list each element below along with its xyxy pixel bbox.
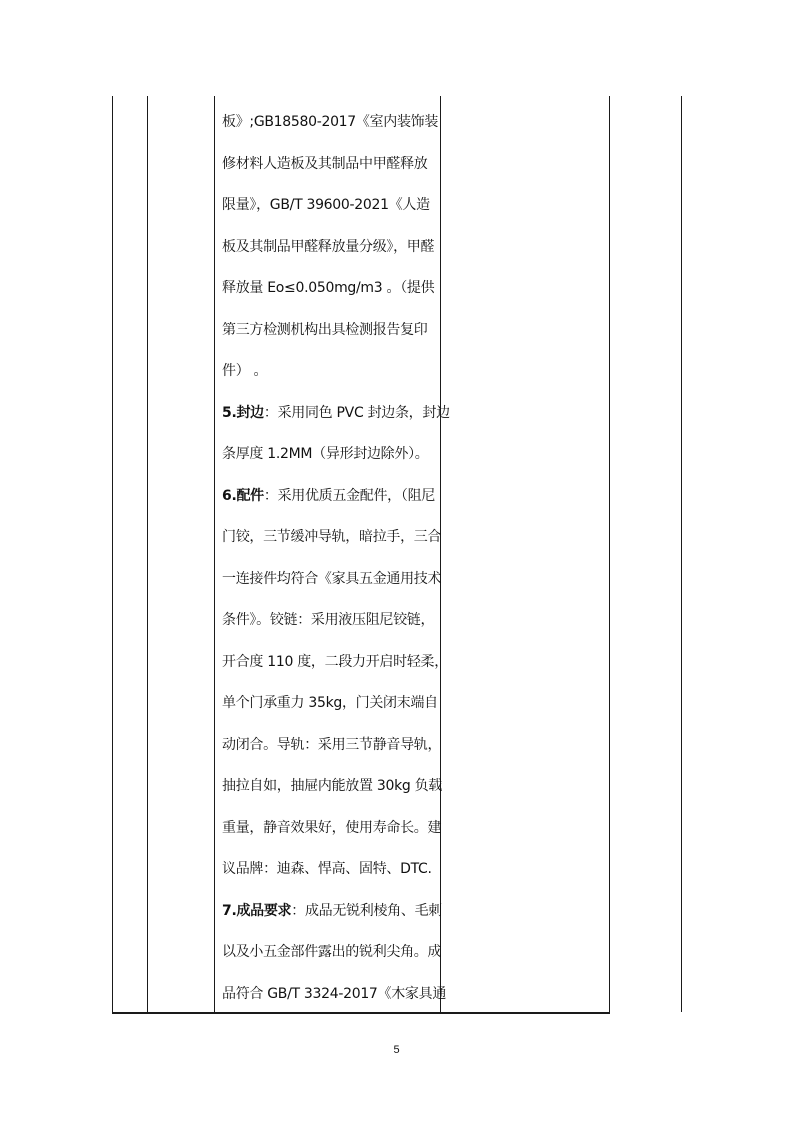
cell-line (222, 642, 448, 684)
cell-line (222, 351, 436, 393)
cell-line-text: 件） 。 (222, 363, 268, 379)
cell-line-text: 重量，静音效果好，使用寿命长。建 (222, 819, 442, 836)
cell-line-text: 板及其制品甲醛释放量分级》，甲醛 (222, 238, 435, 255)
cell-line-text: 条厚度 1.2MM（异形封边除外）。 (222, 446, 429, 462)
cell-line (222, 102, 439, 144)
cell-line-text: 修材料人造板及其制品中甲醛释放 (222, 155, 428, 172)
table-divider-3 (440, 96, 441, 1013)
clause-heading: 7.成品要求 (222, 902, 292, 919)
cell-line (222, 974, 447, 1016)
cell-line-text: 第三方检测机构出具检测报告复印 (222, 321, 428, 338)
cell-line (222, 559, 442, 601)
cell-line (222, 766, 443, 808)
cell-line (222, 310, 436, 352)
table-divider-4 (609, 96, 610, 1013)
cell-line-text: 一连接件均符合《家具五金通用技术 (222, 570, 442, 587)
cell-line-text: 抽拉自如，抽屉内能放置 30kg 负载 (222, 778, 443, 794)
cell-line-text: 开合度 110 度，二段力开启时轻柔， (222, 653, 448, 670)
cell-line (222, 725, 442, 767)
cell-line-text: 议品牌：迪森、悍高、固特、DTC. (222, 861, 432, 877)
cell-line (222, 476, 436, 518)
page-number: 5 (393, 1044, 400, 1056)
clause-heading: 6.配件 (222, 487, 264, 504)
cell-line-text: ：成品无锐利棱角、毛刺 (291, 902, 442, 919)
cell-line-text: 条件》。铰链：采用液压阻尼铰链， (222, 612, 435, 628)
cell-line-text: 释放量 Eo≤0.050mg/m3 。（提供 (222, 280, 435, 296)
cell-line-text: 品符合 GB/T 3324-2017《木家具通 (222, 985, 447, 1002)
cell-line (222, 932, 442, 974)
cell-line (222, 144, 436, 186)
cell-line-text: 动闭合。导轨：采用三节静音导轨， (222, 736, 442, 753)
spec-cell-text (222, 102, 450, 1015)
cell-line-text: 单个门承重力 35kg，门关闭末端自 (222, 695, 438, 711)
table-border-left (112, 96, 113, 1013)
cell-line (222, 434, 436, 476)
cell-line (222, 849, 436, 891)
table-divider-1 (147, 96, 148, 1013)
cell-line (222, 808, 442, 850)
cell-line-text: 门铰，三节缓冲导轨，暗拉手，三合 (222, 529, 442, 545)
cell-line (222, 517, 442, 559)
cell-line (222, 185, 436, 227)
table-divider-2 (214, 96, 215, 1013)
cell-line (222, 393, 450, 435)
clause-heading: 5.封边 (222, 404, 264, 421)
cell-line-text: 板》;GB18580-2017《室内装饰装 (222, 114, 439, 130)
table-border-right (681, 96, 682, 1012)
cell-line-text: 限量》，GB/T 39600-2021《人造 (222, 197, 430, 213)
cell-line-text: ：采用优质五金配件，（阻尼 (263, 487, 435, 504)
cell-line (222, 227, 436, 269)
cell-line (222, 891, 442, 933)
cell-line (222, 600, 436, 642)
cell-line (222, 268, 436, 310)
cell-line (222, 683, 436, 725)
cell-line-text: ：采用同色 PVC 封边条，封边 (263, 404, 450, 421)
cell-line-text: 以及小五金部件露出的锐利尖角。成 (222, 944, 442, 960)
